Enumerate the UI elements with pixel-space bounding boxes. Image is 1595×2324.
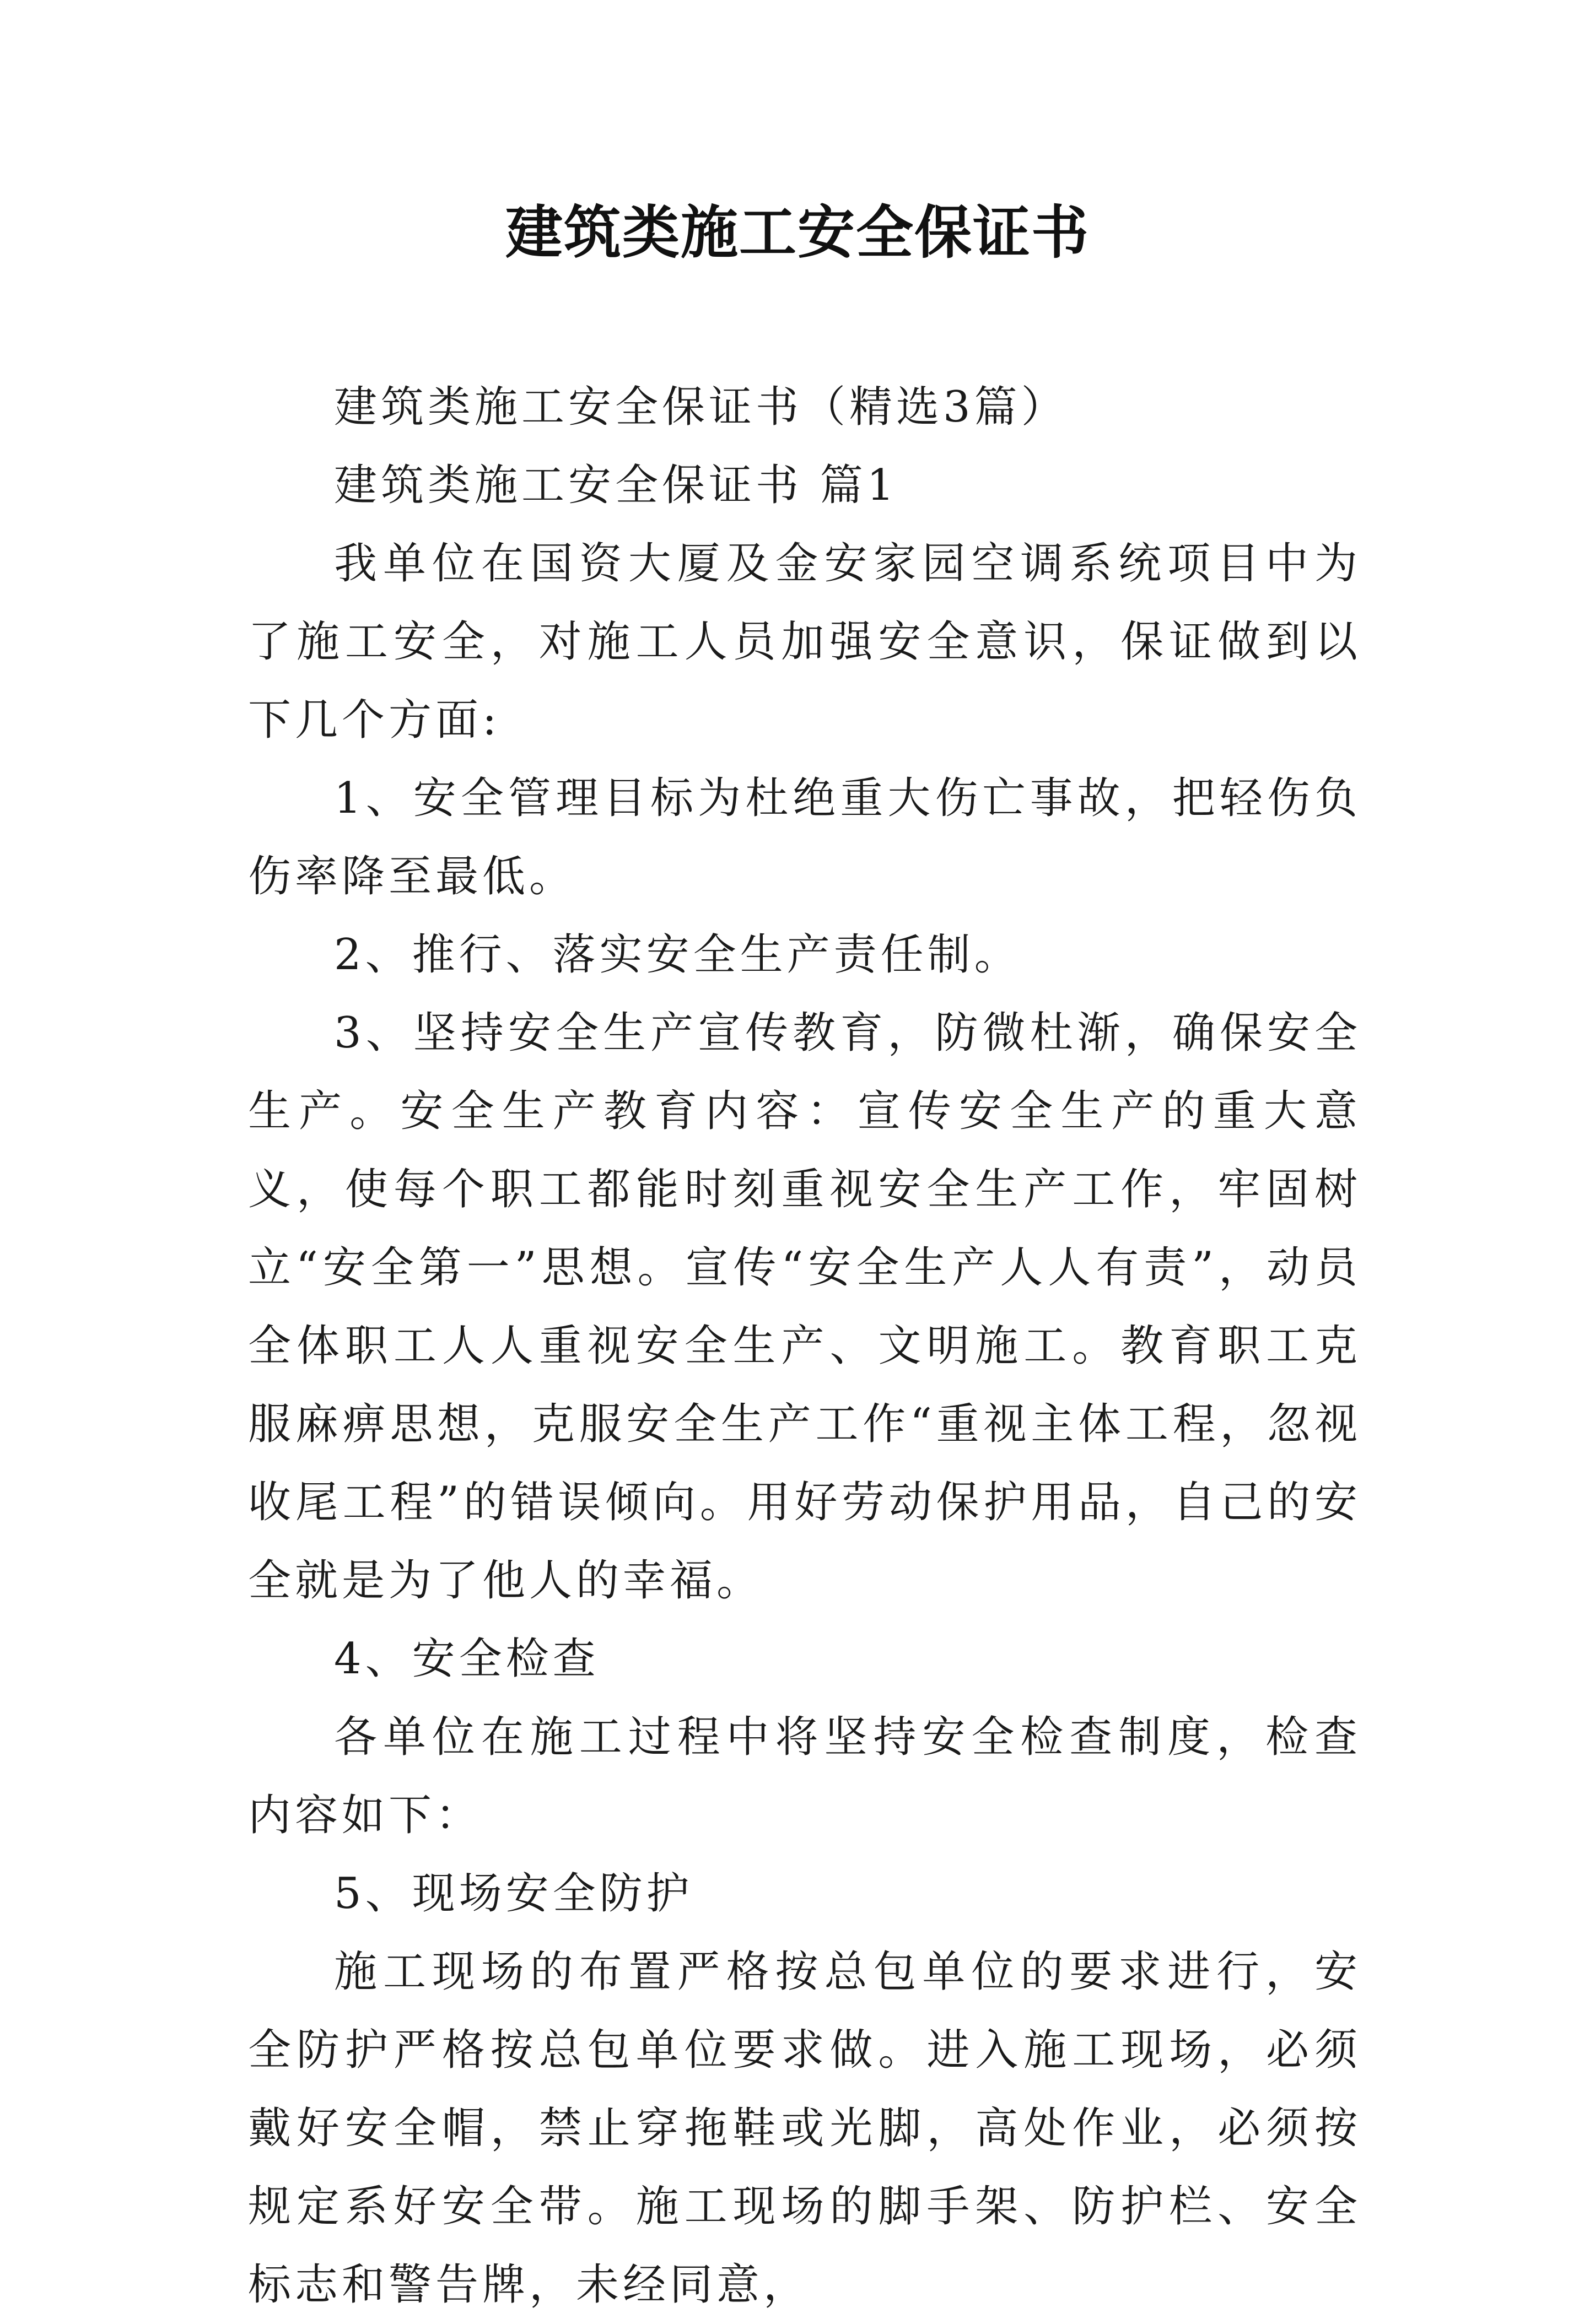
document-body [248,368,1361,2324]
paragraph: 4、安全检查 [334,1634,600,1684]
paragraph: 2、推行、落实安全生产责任制。 [334,930,1021,980]
paragraph: 我单位在国资大厦及金安家园空调系统项目中为了施工安全，对施工人员加强安全意识，保证做到以下几个方面: [248,539,1361,745]
paragraph: 3、坚持安全生产宣传教育，防微杜渐，确保安全生产。安全生产教育内容：宣传安全生产的重大意义，使每个职工都能时刻重视安全生产工作，牢固树立“安全第一”思想。宣传“安全生产人人有责”，动员全体职工人人重视安全生产、文明施工。教育职工克服麻痹思想，克服安全生产工作“重视主体工程，忽视收尾工程”的错误倾向。用好劳动保护用品，自己的安全就是为了他人的幸福。 [248,1008,1361,1606]
section-heading: 建筑类施工安全保证书 篇1 [334,461,898,510]
paragraph: 各单位在施工过程中将坚持安全检查制度，检查内容如下： [248,1712,1361,1840]
paragraph: 施工现场的布置严格按总包单位的要求进行，安全防护严格按总包单位要求做。进入施工现场，必须戴好安全帽，禁止穿拖鞋或光脚，高处作业，必须按规定系好安全带。施工现场的脚手架、防护栏、安全标志和警告牌，未经同意， [248,1947,1361,2310]
paragraph: 5、现场安全防护 [334,1869,693,1918]
subtitle-paragraph: 建筑类施工安全保证书（精选3篇） [334,382,1068,432]
document-title: 建筑类施工安全保证书 [505,198,1090,266]
paragraph: 1、安全管理目标为杜绝重大伤亡事故，把轻伤负伤率降至最低。 [248,774,1361,901]
